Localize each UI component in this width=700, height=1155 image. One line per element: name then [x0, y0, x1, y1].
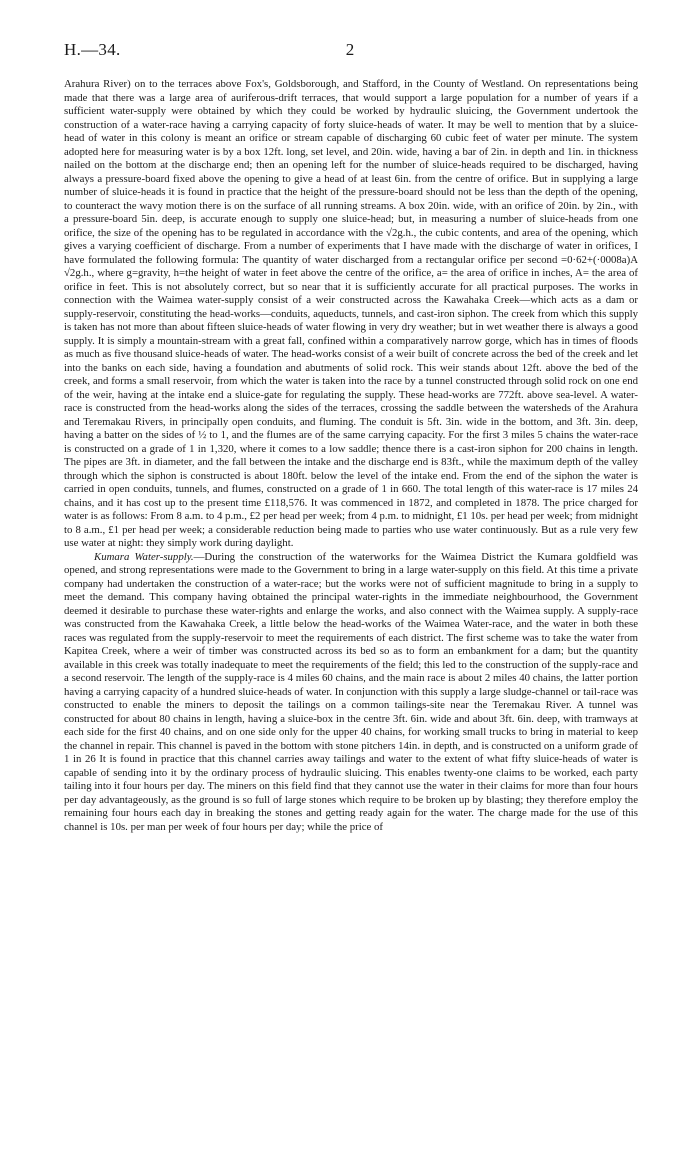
page-number: 2 [345, 40, 355, 59]
document-reference: H.—34. [64, 40, 121, 59]
section-heading-kumara: Kumara Water-supply. [94, 550, 194, 563]
paragraph-text: Arahura River) on to the terraces above Fox's, Goldsborough, and Stafford, in the County of Westland. On representations being made that there was a large area of auriferous-drift terraces, that would support a large population for a number of years if a sufficient water-supply were obtained by which they could be worked by hydraulic sluicing, the Government undertook the construction of a water-race having a carrying capacity of forty sluice-heads of water. It may be well to mention that by a sluice-head of water in this colony is meant an orifice or stream capable of discharging 60 cubic feet of water per minute. The system adopted here for measuring water is by a box 12ft. long, set level, and 20in. wide, having a bar of 2in. in depth and 1in. in thickness nailed on the bottom at the discharge end; then an opening left for the number of sluice-heads required to be discharged, having always a pressure-board fixed above the opening to give a head of at least 6in. from the centre of orifice. But in supplying a large number of sluice-heads it is found in practice that the height of the pressure-board should not be less than the depth of the opening, to counteract the wavy motion there is on the surface of all running streams. A box 20in. wide, with an orifice of 20in. by 2in., with a pressure-board 5in. deep, is accurate enough to supply one sluice-head; but, in measuring a number of sluice-heads from one orifice, the size of the opening has to be regulated in accordance with the √2g.h., the cubic contents, and area of the opening, which gives a varying coefficient of discharge. From a number of experiments that I have made with the discharge of water in orifices, I have formulated the following formula: The quantity of water discharged from a rectangular orifice per second =0·62+(·0008a)A √2g.h., where g=gravity, h=the height of water in feet above the centre of the orifice, a= the area of orifice in inches, A= the area of orifice in feet. This is not absolutely correct, but so near that it is sufficiently accurate for all practical purposes. The works in connection with the Waimea water-supply consist of a weir constructed across the Kawahaka Creek—which acts as a dam or supply-reservoir, constituting the head-works—conduits, aqueducts, tunnels, and cast-iron siphon. The creek from which this supply is taken has not more than about fifteen sluice-heads of water flowing in very dry weather; but in wet weather there is always a good supply. It is simply a mountain-stream with a great fall, confined within a comparatively narrow gorge, which has in times of floods as much as five thousand sluice-heads of water. The head-works consist of a weir built of concrete across the bed of the creek and let into the banks on each side, having a foundation and abutments of solid rock. This weir stands about 12ft. above the bed of the creek, and forms a small reservoir, from which the water is taken into the race by a tunnel constructed through solid rock on one end of the weir, having at the intake end a sluice-gate for regulating the supply. These head-works are 772ft. above sea-level. A water-race is constructed from the head-works along the sides of the terraces, crossing the saddle between the watersheds of the Arahura and Teremakau Rivers, in principally open conduits, and fluming. The conduit is 5ft. 3in. wide in the bottom, and 3ft. 3in. deep, having a batter on the sides of ½ to 1, and the flumes are of the same carrying capacity. For the first 3 miles 5 chains the water-race is constructed on a grade of 1 in 1,320, where it comes to a low saddle; thence there is a cast-iron siphon for 200 chains in length. The pipes are 3ft. in diameter, and the fall between the intake and the discharge end is 83ft., while the maximum depth of the valley through which the siphon is constructed is about 180ft. below the level of the intake end. From the end of the siphon the water is carried in open conduits, tunnels, and flumes, constructed on a grade of 1 in 660. The total length of this water-race is 17 miles 24 chains, and it has cost up to the present time £118,576. It was commenced in 1872, and completed in 1878. The price charged for water is as follows: From 8 a.m. to 4 p.m., £2 per head per week; from 4 p.m. to midnight, £1 10s. per head per week; from midnight to 8 a.m., £1 per head per week; a considerable reduction being made to parties who use water continuously. But as a rule very few use water at night: they simply work during daylight. [64, 78, 638, 549]
page-header [64, 40, 636, 62]
paragraph-waimea-water-supply [64, 78, 638, 551]
paragraph-kumara-water-supply [64, 551, 638, 835]
body-text [64, 78, 638, 834]
paragraph-text: —During the construction of the waterworks for the Waimea District the Kumara goldfield was opened, and strong representations were made to the Government to bring in a large water-supply on this field. At this time a private company had undertaken the construction of a water-race; but the works were not of sufficient magnitude to bring in a supply to meet the demand. This company having obtained the principal water-rights in the immediate neighbourhood, the Government deemed it desirable to purchase these water-rights and enlarge the works, and also connect with the Waimea supply. A supply-race was constructed from the Kawahaka Creek, a little below the head-works of the Waimea Water-race, and the water in both these races was regulated from the supply-reservoir to meet the requirements of each district. The first scheme was to take the water from Kapitea Creek, where a weir of timber was constructed across its bed so as to form an embankment for a dam; but the quantity available in this creek was totally inadequate to meet the requirements of the field; this led to the construction of the supply-race and a second reservoir. The length of the supply-race is 4 miles 60 chains, and the main race is about 2 miles 40 chains, the latter portion having a carrying capacity of a hundred sluice-heads of water. In conjunction with this supply a large sludge-channel or tail-race was constructed to enable the miners to deposit the tailings on a common tailings-site near the Teremakau River. A tunnel was constructed for about 80 chains in length, having a sluice-box in the centre 3ft. 6in. wide and about 3ft. 6in. deep, with tramways at each side for the first 40 chains, and on one side only for the upper 40 chains, for working small trucks to bring in material to keep the channel in repair. This channel is paved in the bottom with stone pitchers 14in. in depth, and is constructed on a uniform grade of 1 in 26 It is found in practice that this channel carries away tailings and water to the extent of what fifty sluice-heads of water is capable of sending into it by the ordinary process of hydraulic sluicing. This enables twenty-one claims to be worked, each party tailing into it four hours per day. The miners on this field find that they cannot use the water in their claims for more than four hours per day advantageously, as the ground is so full of large stones which require to be broken up by blasting; they therefore employ the remaining four hours each day in breaking the stones and getting ready again for the water. The charge made for the use of this channel is 10s. per man per week of four hours per day; while the price of [64, 550, 638, 833]
